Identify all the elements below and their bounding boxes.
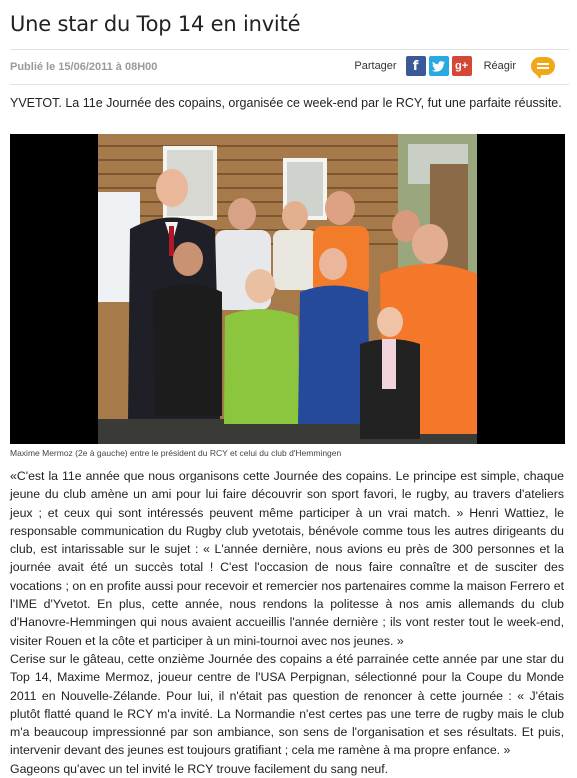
comment-bubble-icon[interactable] [531, 57, 555, 75]
share-bar [354, 53, 555, 79]
article-title: Une star du Top 14 en invité [10, 12, 301, 36]
twitter-icon[interactable] [429, 56, 449, 76]
photo-caption: Maxime Mermoz (2e à gauche) entre le président du RCY et celui du club d'Hemmingen [10, 448, 342, 458]
paragraph: «C'est la 11e année que nous organisons cette Journée des copains. Le principe est simple, chaque jeune du club amène un ami pour lui faire découvrir son sport favori, le rugby, au travers d'ateliers jeux ; et ceux qui sont intéressés peuvent même participer à un vrai match. » Henri Wattiez, le responsable communication du Rugby club yvetotais, bénévole comme tous les autres dirigeants du club, est intarissable sur le sujet : « L'année dernière, nous avions eu près de 300 personnes et la journée avait été un succès total ! C'est l'occasion de nous faire connaître et de susciter des vocations ; on en profite aussi pour recevoir et remercier nos partenaires comme la maison Ferrero et l'IME d'Yvetot. En plus, cette année, nous rendons la politesse à nos amis allemands du club d'Hanovre-Hemmingen qui nous avaient accueillis l'année dernière ; ils vont rester tout le week-end, visiter Rouen et la côte et participer à un mini-tournoi avec nos jeunes. » [10, 469, 564, 648]
paragraph: Cerise sur le gâteau, cette onzième Journée des copains a été parrainée cette année par une star du Top 14, Maxime Mermoz, joueur centre de l'USA Perpignan, sélectionné pour la Coupe du Monde 2011 en Nouvelle-Zélande. Pour lui, il n'était pas question de renoncer à cette journée : « J'étais plutôt flatté quand le RCY m'a invité. La Normandie n'est certes pas une terre de rugby mais le club m'a beaucoup impressionné par son ambiance, son sens de l'organisation et ses résultats. Et puis, intervenir devant des jeunes est toujours gratifiant ; cela me ramène à ma propre enfance. » [10, 651, 564, 758]
twitter-bird-glyph [432, 61, 445, 72]
group-photo-illustration [10, 134, 565, 444]
share-label: Partager [354, 60, 397, 72]
publish-date: Publié le 15/06/2011 à 08H00 [10, 61, 158, 73]
article-photo [10, 134, 565, 444]
react-link[interactable]: Réagir [483, 60, 516, 72]
facebook-icon[interactable]: f [406, 56, 426, 76]
paragraph: Gageons qu'avec un tel invité le RCY trouve facilement du sang neuf. [10, 761, 389, 776]
meta-divider [10, 84, 569, 85]
article-lead: YVETOT. La 11e Journée des copains, organisée ce week-end par le RCY, fut une parfaite réussite. [10, 96, 562, 110]
google-plus-icon[interactable]: g+ [452, 56, 472, 76]
title-divider [10, 49, 569, 50]
article-body [10, 467, 564, 778]
